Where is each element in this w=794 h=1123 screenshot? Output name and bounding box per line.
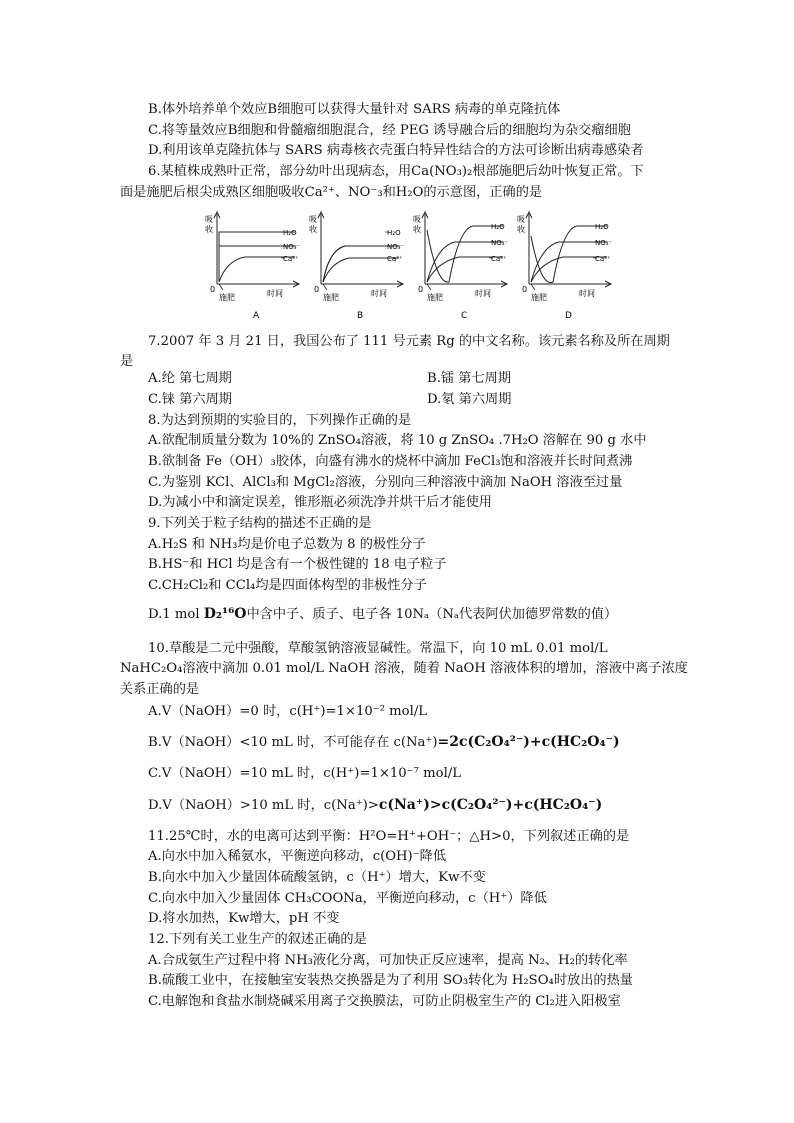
- x-label: 时间: [475, 289, 491, 298]
- series-label-no3: NO₃⁻: [595, 239, 613, 247]
- q9-option-a: A.H₂S 和 NH₃均是价电子总数为 8 的极性分子: [148, 537, 426, 552]
- q9-option-c: C.CH₂Cl₂和 CCl₄均是四面体构型的非极性分子: [148, 578, 427, 593]
- series-label-h2o: H₂O: [595, 223, 609, 231]
- q12-option-a: A.合成氨生产过程中将 NH₃液化分离，可加快正反应速率，提高 N₂、H₂的转化率: [148, 953, 628, 968]
- q8-option-a: A.欲配制质量分数为 10%的 ZnSO₄溶液，将 10 g ZnSO₄ .7H₂O 溶解在 90 g 水中: [148, 433, 647, 448]
- q10-d-formula: c(Na⁺)>c(C₂O₄²⁻)+c(HC₂O₄⁻): [378, 797, 603, 813]
- series-label-no3: NO₃⁻: [491, 239, 509, 247]
- q9-stem: 9.下列关于粒子结构的描述不正确的是: [148, 516, 372, 531]
- q6-stem-2: 面是施肥后根尖成熟区细胞吸收Ca²⁺、NO⁻₃和H₂O的示意图，正确的是: [120, 185, 543, 200]
- fertilize-label: 施肥: [219, 293, 235, 302]
- q10-option-a: A.V（NaOH）=0 时，c(H⁺)=1×10⁻² mol/L: [148, 704, 428, 719]
- fertilize-pointer: [427, 284, 431, 290]
- panel-label: B: [357, 311, 364, 321]
- fertilize-label: 施肥: [323, 293, 339, 302]
- q12-option-b: B.硫酸工业中，在接触室安装热交换器是为了利用 SO₃转化为 H₂SO₄时放出的热量: [148, 973, 633, 988]
- curve-h2o: [323, 246, 399, 282]
- panel-label: D: [565, 311, 572, 321]
- q9-option-b: B.HS⁻和 HCl 均是含有一个极性键的 18 电子粒子: [148, 557, 447, 572]
- series-label-h2o: H₂O: [491, 223, 505, 231]
- y-label-top: 吸: [413, 215, 421, 224]
- series-label-h2o: H₂O: [387, 229, 401, 237]
- q11-option-d: D.将水加热，Kw增大，pH 不变: [148, 911, 340, 926]
- fertilize-pointer: [531, 284, 535, 290]
- q10-option-b: [148, 733, 620, 752]
- q10-stem-3: 关系正确的是: [120, 682, 200, 697]
- q11-option-a: A.向水中加入稀氨水，平衡逆向移动，c(OH)⁻降低: [148, 849, 447, 864]
- q9-d-formula: D₂¹⁶O: [203, 606, 247, 622]
- q7-option-c: C.铼 第六周期: [148, 392, 232, 407]
- absorption-graphs: [195, 210, 615, 322]
- x-label: 时间: [579, 289, 595, 298]
- x-label: 时间: [267, 289, 283, 298]
- q10-stem-1: 10.草酸是二元中强酸，草酸氢钠溶液显碱性。常温下，向 10 mL 0.01 mol/L: [148, 641, 608, 656]
- q9-d-prefix: D.1 mol: [148, 607, 204, 622]
- q11-option-b: B.向水中加入少量固体硫酸氢钠，c（H⁺）增大，Kw不变: [148, 870, 486, 885]
- q11-stem: 11.25℃时，水的电离可达到平衡：H²O=H⁺+OH⁻；△H>0，下列叙述正确的是: [148, 829, 630, 844]
- origin-label: 0: [314, 285, 320, 294]
- y-label-bottom: 收: [309, 225, 317, 234]
- y-label-top: 吸: [517, 215, 525, 224]
- q10-option-d: [148, 796, 602, 815]
- q7-option-d: D.氡 第六周期: [427, 392, 512, 407]
- q8-option-d: D.为减小中和滴定误差，锥形瓶必须洗净并烘干后才能使用: [148, 495, 492, 510]
- panel-label: A: [253, 311, 260, 321]
- q5-option-c: C.将等量效应B细胞和骨髓瘤细胞混合，经 PEG 诱导融合后的细胞均为杂交瘤细胞: [148, 123, 631, 138]
- series-label-ca: Ca²⁺: [491, 255, 507, 263]
- y-label-bottom: 收: [413, 225, 421, 234]
- q11-option-c: C.向水中加入少量固体 CH₃COONa，平衡逆向移动，c（H⁺）降低: [148, 891, 547, 906]
- origin-label: 0: [522, 285, 528, 294]
- q5-option-d: D.利用该单克隆抗体与 SARS 病毒核衣壳蛋白特异性结合的方法可诊断出病毒感染者: [148, 143, 644, 158]
- q8-option-b: B.欲制备 Fe（OH）₃胶体，向盛有沸水的烧杯中滴加 FeCl₃饱和溶液并长时间煮沸: [148, 454, 633, 469]
- q10-b-prefix: B.V（NaOH）<10 mL 时，不可能存在 c(Na⁺): [148, 735, 438, 750]
- series-label-no3: NO₃⁻: [283, 243, 301, 251]
- q10-d-prefix: D.V（NaOH）>10 mL 时，c(Na⁺)>: [148, 798, 379, 813]
- q12-stem: 12.下列有关工业生产的叙述正确的是: [148, 932, 367, 947]
- q8-option-c: C.为鉴别 KCl、AlCl₃和 MgCl₂溶液，分别向三种溶液中滴加 NaOH 溶液至过量: [148, 475, 623, 490]
- fertilize-pointer: [323, 284, 327, 290]
- y-label-bottom: 收: [517, 225, 525, 234]
- fertilize-label: 施肥: [427, 293, 443, 302]
- y-label-top: 吸: [205, 215, 213, 224]
- q10-stem-2: NaHC₂O₄溶液中滴加 0.01 mol/L NaOH 溶液，随着 NaOH 溶液体积的增加，溶液中离子浓度: [120, 661, 688, 676]
- panel-label: C: [461, 311, 468, 321]
- series-label-ca: Ca²⁺: [595, 255, 611, 263]
- y-label-top: 吸: [309, 215, 317, 224]
- y-label-bottom: 收: [205, 225, 213, 234]
- q6-stem-1: 6.某植株成熟叶正常，部分幼叶出现病态，用Ca(NO₃)₂根部施肥后幼叶恢复正常。下: [148, 164, 644, 179]
- q7-stem-2: 是: [120, 354, 134, 369]
- q7-stem: 7.2007 年 3 月 21 日，我国公布了 111 号元素 Rg 的中文名称。该元素名称及所在周期: [148, 334, 670, 349]
- q5-option-b: B.体外培养单个效应B细胞可以获得大量针对 SARS 病毒的单克隆抗体: [148, 102, 561, 117]
- q10-option-c: C.V（NaOH）=10 mL 时，c(H⁺)=1×10⁻⁷ mol/L: [148, 766, 461, 781]
- q12-option-c: C.电解饱和食盐水制烧碱采用离子交换膜法，可防止阴极室生产的 Cl₂进入阳极室: [148, 994, 621, 1009]
- series-label-no3: NO₃⁻: [387, 243, 405, 251]
- q7-option-b: B.镭 第七周期: [427, 371, 512, 386]
- q9-option-d: [148, 605, 617, 624]
- origin-label: 0: [210, 285, 216, 294]
- series-label-h2o: H₂O: [283, 229, 297, 237]
- q7-option-a: A.纶 第七周期: [148, 371, 232, 386]
- q10-b-formula: =2c(C₂O₄²⁻)+c(HC₂O₄⁻): [437, 734, 620, 750]
- origin-label: 0: [418, 285, 424, 294]
- x-label: 时间: [371, 289, 387, 298]
- fertilize-label: 施肥: [531, 293, 547, 302]
- q9-d-suffix: 中含中子、质子、电子各 10Nₐ（Nₐ代表阿伏加德罗常数的值）: [246, 607, 618, 622]
- curve-no3: [323, 246, 399, 282]
- q8-stem: 8.为达到预期的实验目的，下列操作正确的是: [148, 413, 412, 428]
- series-label-ca: Ca²⁺: [283, 255, 299, 263]
- series-label-ca: Ca²⁺: [387, 255, 403, 263]
- fertilize-pointer: [219, 284, 223, 290]
